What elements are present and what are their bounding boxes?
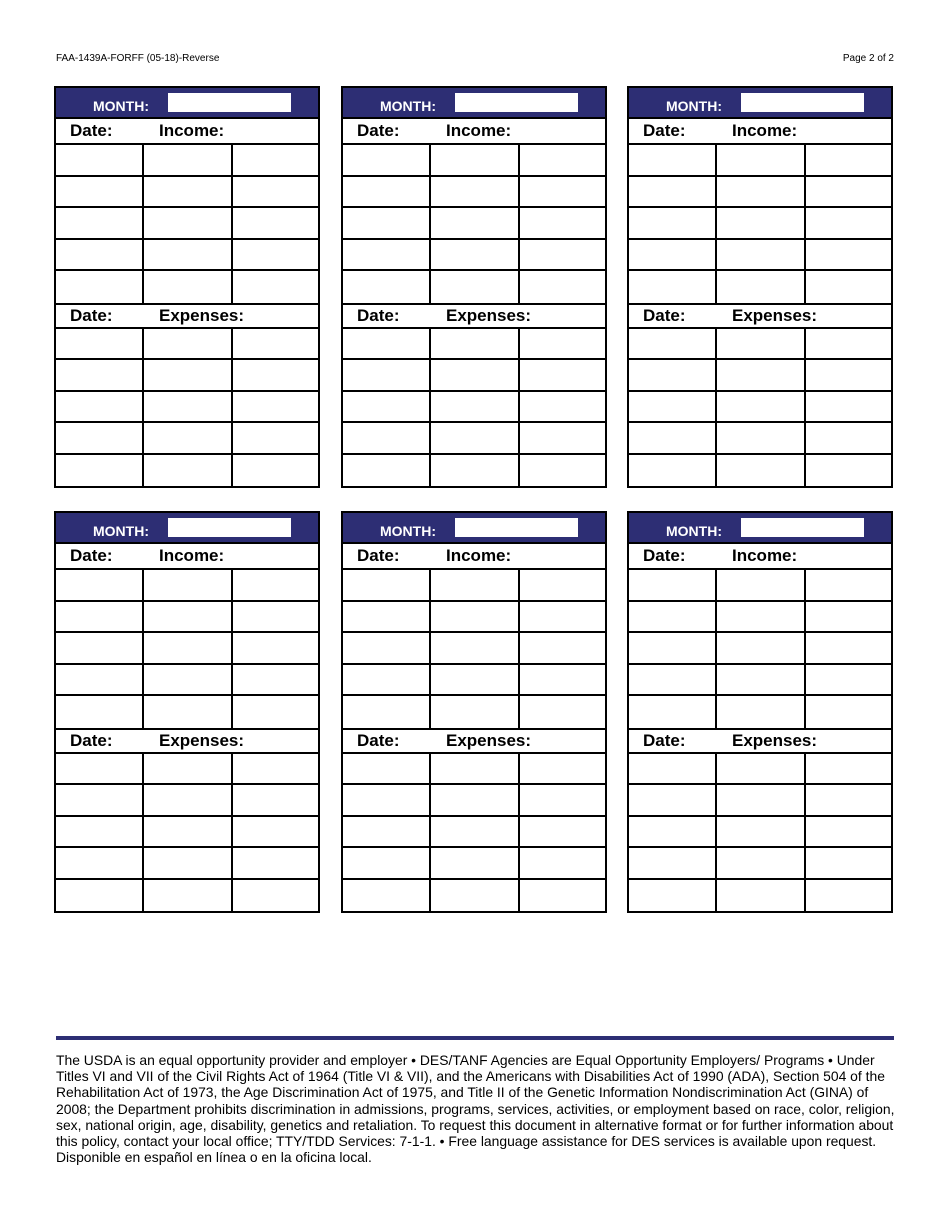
expense-cell[interactable] xyxy=(806,455,891,487)
expense-cell[interactable] xyxy=(56,754,144,786)
expense-cell[interactable] xyxy=(717,817,806,849)
expenses-date-label: Date: xyxy=(357,305,400,325)
income-label: Income: xyxy=(446,121,512,140)
income-grid xyxy=(56,570,318,728)
expense-cell[interactable] xyxy=(717,754,806,786)
expense-cell[interactable] xyxy=(806,848,891,880)
expense-cell[interactable] xyxy=(144,754,233,786)
income-date-label: Date: xyxy=(357,121,400,140)
income-cell[interactable] xyxy=(806,633,891,665)
expense-cell[interactable] xyxy=(144,880,233,912)
expense-cell[interactable] xyxy=(431,392,520,424)
income-cell[interactable] xyxy=(56,602,144,634)
income-header xyxy=(343,119,605,145)
expense-cell[interactable] xyxy=(56,455,144,487)
income-cell[interactable] xyxy=(144,177,233,209)
expense-cell[interactable] xyxy=(629,423,717,455)
income-cell[interactable] xyxy=(806,271,891,303)
expense-cell[interactable] xyxy=(520,455,605,487)
expense-cell[interactable] xyxy=(144,329,233,361)
income-cell[interactable] xyxy=(233,570,318,602)
expense-cell[interactable] xyxy=(56,785,144,817)
income-cell[interactable] xyxy=(431,145,520,177)
expense-cell[interactable] xyxy=(233,455,318,487)
expense-cell[interactable] xyxy=(806,754,891,786)
income-cell[interactable] xyxy=(343,633,431,665)
income-cell[interactable] xyxy=(431,665,520,697)
income-cell[interactable] xyxy=(233,696,318,728)
expense-cell[interactable] xyxy=(56,423,144,455)
expense-cell[interactable] xyxy=(717,785,806,817)
income-cell[interactable] xyxy=(343,696,431,728)
income-cell[interactable] xyxy=(629,208,717,240)
income-cell[interactable] xyxy=(629,145,717,177)
income-cell[interactable] xyxy=(520,208,605,240)
income-date-label: Date: xyxy=(357,546,400,565)
expense-cell[interactable] xyxy=(717,360,806,392)
expense-cell[interactable] xyxy=(233,817,318,849)
income-grid xyxy=(343,570,605,728)
income-cell[interactable] xyxy=(806,696,891,728)
expenses-date-label: Date: xyxy=(643,730,686,750)
month-log-block xyxy=(627,511,893,913)
expense-cell[interactable] xyxy=(233,754,318,786)
expense-cell[interactable] xyxy=(717,848,806,880)
income-cell[interactable] xyxy=(806,240,891,272)
income-label: Income: xyxy=(732,546,798,565)
income-cell[interactable] xyxy=(56,208,144,240)
income-grid xyxy=(56,145,318,303)
income-cell[interactable] xyxy=(717,208,806,240)
expense-cell[interactable] xyxy=(233,848,318,880)
income-cell[interactable] xyxy=(717,696,806,728)
income-cell[interactable] xyxy=(144,665,233,697)
month-input[interactable] xyxy=(455,518,578,537)
month-bar xyxy=(56,513,318,544)
expenses-grid xyxy=(343,754,605,912)
income-header xyxy=(56,544,318,570)
income-cell[interactable] xyxy=(520,696,605,728)
income-grid xyxy=(629,145,891,303)
month-log-block xyxy=(54,86,320,488)
expense-cell[interactable] xyxy=(431,360,520,392)
expense-cell[interactable] xyxy=(56,880,144,912)
expense-cell[interactable] xyxy=(56,817,144,849)
expenses-header xyxy=(343,303,605,329)
month-input[interactable] xyxy=(455,93,578,112)
income-cell[interactable] xyxy=(717,240,806,272)
expense-cell[interactable] xyxy=(144,360,233,392)
income-cell[interactable] xyxy=(343,177,431,209)
income-cell[interactable] xyxy=(520,177,605,209)
income-cell[interactable] xyxy=(806,145,891,177)
income-label: Income: xyxy=(446,546,512,565)
month-bar xyxy=(629,88,891,119)
expense-cell[interactable] xyxy=(520,754,605,786)
expense-cell[interactable] xyxy=(144,455,233,487)
income-cell[interactable] xyxy=(144,240,233,272)
income-cell[interactable] xyxy=(431,177,520,209)
expense-cell[interactable] xyxy=(343,329,431,361)
expense-cell[interactable] xyxy=(343,392,431,424)
income-cell[interactable] xyxy=(629,240,717,272)
expense-cell[interactable] xyxy=(717,423,806,455)
income-date-label: Date: xyxy=(70,121,113,140)
income-cell[interactable] xyxy=(629,602,717,634)
income-cell[interactable] xyxy=(520,665,605,697)
income-cell[interactable] xyxy=(233,602,318,634)
income-cell[interactable] xyxy=(233,271,318,303)
income-cell[interactable] xyxy=(806,665,891,697)
expense-cell[interactable] xyxy=(233,423,318,455)
expense-cell[interactable] xyxy=(629,785,717,817)
month-bar xyxy=(629,513,891,544)
income-cell[interactable] xyxy=(629,665,717,697)
expenses-header xyxy=(629,303,891,329)
income-cell[interactable] xyxy=(629,570,717,602)
expenses-label: Expenses: xyxy=(732,730,818,750)
income-cell[interactable] xyxy=(144,602,233,634)
income-cell[interactable] xyxy=(629,696,717,728)
month-label: MONTH: xyxy=(93,523,149,539)
income-label: Income: xyxy=(159,121,225,140)
expenses-date-label: Date: xyxy=(643,305,686,325)
expense-cell[interactable] xyxy=(144,817,233,849)
income-header xyxy=(343,544,605,570)
expenses-grid xyxy=(629,754,891,912)
expense-cell[interactable] xyxy=(806,329,891,361)
month-input[interactable] xyxy=(168,93,291,112)
expense-cell[interactable] xyxy=(806,785,891,817)
income-cell[interactable] xyxy=(431,271,520,303)
expense-cell[interactable] xyxy=(520,360,605,392)
month-bar xyxy=(343,88,605,119)
expense-cell[interactable] xyxy=(343,880,431,912)
month-input[interactable] xyxy=(168,518,291,537)
income-header xyxy=(629,544,891,570)
income-cell[interactable] xyxy=(717,177,806,209)
income-cell[interactable] xyxy=(431,570,520,602)
footer-divider xyxy=(56,1036,894,1040)
income-cell[interactable] xyxy=(343,271,431,303)
income-cell[interactable] xyxy=(629,177,717,209)
month-input[interactable] xyxy=(741,518,864,537)
expense-cell[interactable] xyxy=(343,754,431,786)
income-cell[interactable] xyxy=(717,602,806,634)
expense-cell[interactable] xyxy=(233,392,318,424)
month-log-block xyxy=(341,86,607,488)
month-log-block xyxy=(54,511,320,913)
expense-cell[interactable] xyxy=(629,360,717,392)
income-cell[interactable] xyxy=(144,633,233,665)
income-cell[interactable] xyxy=(717,665,806,697)
expense-cell[interactable] xyxy=(520,329,605,361)
expenses-date-label: Date: xyxy=(70,305,113,325)
expenses-date-label: Date: xyxy=(357,730,400,750)
income-cell[interactable] xyxy=(56,665,144,697)
expense-cell[interactable] xyxy=(431,785,520,817)
income-cell[interactable] xyxy=(629,271,717,303)
expenses-date-label: Date: xyxy=(70,730,113,750)
expense-cell[interactable] xyxy=(431,455,520,487)
expense-cell[interactable] xyxy=(56,392,144,424)
income-cell[interactable] xyxy=(233,177,318,209)
footer-notice: The USDA is an equal opportunity provider and employer • DES/TANF Agencies are Equal Opportunity Employers/ Programs • Under Titles VI and VII of the Civil Rights Act of 1964 (Title VI & VII), and the Americans with Disabilities Act of 1990 (ADA), Section 504 of the Rehabilitation Act of 1973, the Age Discrimination Act of 1975, and Title II of the Genetic Information Nondiscrimination Act (GINA) of 2008; the Department prohibits discrimination in admissions, programs, services, activities, or employment based on race, color, religion, sex, national origin, age, disability, genetics and retaliation. To request this document in alternative format or for further information about this policy, contact your local office; TTY/TDD Services: 7-1-1. • Free language assistance for DES services is available upon request. Disponible en español en línea o en la oficina local. xyxy=(56,1052,895,1166)
income-label: Income: xyxy=(159,546,225,565)
expense-cell[interactable] xyxy=(629,392,717,424)
income-cell[interactable] xyxy=(144,271,233,303)
income-grid xyxy=(343,145,605,303)
income-cell[interactable] xyxy=(717,570,806,602)
expense-cell[interactable] xyxy=(343,785,431,817)
expenses-label: Expenses: xyxy=(159,305,245,325)
income-cell[interactable] xyxy=(806,177,891,209)
expense-cell[interactable] xyxy=(717,455,806,487)
expense-cell[interactable] xyxy=(233,880,318,912)
income-cell[interactable] xyxy=(144,696,233,728)
income-grid xyxy=(629,570,891,728)
expense-cell[interactable] xyxy=(343,817,431,849)
expense-cell[interactable] xyxy=(520,423,605,455)
expense-cell[interactable] xyxy=(717,880,806,912)
income-cell[interactable] xyxy=(343,208,431,240)
income-label: Income: xyxy=(732,121,798,140)
income-cell[interactable] xyxy=(343,240,431,272)
expense-cell[interactable] xyxy=(56,329,144,361)
income-cell[interactable] xyxy=(233,208,318,240)
expenses-header xyxy=(343,728,605,754)
expense-cell[interactable] xyxy=(144,423,233,455)
expense-cell[interactable] xyxy=(233,329,318,361)
expenses-header xyxy=(56,303,318,329)
income-cell[interactable] xyxy=(56,240,144,272)
income-cell[interactable] xyxy=(431,240,520,272)
month-bar xyxy=(343,513,605,544)
expense-cell[interactable] xyxy=(520,785,605,817)
income-cell[interactable] xyxy=(343,145,431,177)
expenses-grid xyxy=(56,754,318,912)
expense-cell[interactable] xyxy=(520,880,605,912)
income-cell[interactable] xyxy=(520,145,605,177)
income-cell[interactable] xyxy=(56,696,144,728)
expense-cell[interactable] xyxy=(431,423,520,455)
income-date-label: Date: xyxy=(643,546,686,565)
expense-cell[interactable] xyxy=(343,455,431,487)
income-date-label: Date: xyxy=(643,121,686,140)
income-cell[interactable] xyxy=(806,602,891,634)
expense-cell[interactable] xyxy=(56,360,144,392)
month-log-block xyxy=(627,86,893,488)
income-cell[interactable] xyxy=(717,633,806,665)
income-cell[interactable] xyxy=(520,271,605,303)
income-cell[interactable] xyxy=(717,271,806,303)
income-cell[interactable] xyxy=(343,570,431,602)
expenses-grid xyxy=(629,329,891,487)
expenses-label: Expenses: xyxy=(446,305,532,325)
expenses-header xyxy=(629,728,891,754)
expenses-label: Expenses: xyxy=(446,730,532,750)
expense-cell[interactable] xyxy=(806,392,891,424)
expense-cell[interactable] xyxy=(629,329,717,361)
expense-cell[interactable] xyxy=(343,360,431,392)
income-cell[interactable] xyxy=(233,145,318,177)
expense-cell[interactable] xyxy=(431,329,520,361)
expense-cell[interactable] xyxy=(520,817,605,849)
income-cell[interactable] xyxy=(806,208,891,240)
income-cell[interactable] xyxy=(56,145,144,177)
income-cell[interactable] xyxy=(233,665,318,697)
expense-cell[interactable] xyxy=(806,423,891,455)
month-label: MONTH: xyxy=(93,98,149,114)
income-cell[interactable] xyxy=(431,633,520,665)
expense-cell[interactable] xyxy=(343,423,431,455)
income-header xyxy=(56,119,318,145)
expense-cell[interactable] xyxy=(629,848,717,880)
expense-cell[interactable] xyxy=(343,848,431,880)
expense-cell[interactable] xyxy=(233,785,318,817)
expense-cell[interactable] xyxy=(629,455,717,487)
income-cell[interactable] xyxy=(520,602,605,634)
expenses-grid xyxy=(56,329,318,487)
expenses-label: Expenses: xyxy=(159,730,245,750)
month-label: MONTH: xyxy=(380,523,436,539)
expense-cell[interactable] xyxy=(806,880,891,912)
expense-cell[interactable] xyxy=(431,848,520,880)
expense-cell[interactable] xyxy=(233,360,318,392)
expense-cell[interactable] xyxy=(806,360,891,392)
income-cell[interactable] xyxy=(56,271,144,303)
income-cell[interactable] xyxy=(144,570,233,602)
income-cell[interactable] xyxy=(806,570,891,602)
expenses-label: Expenses: xyxy=(732,305,818,325)
income-cell[interactable] xyxy=(431,696,520,728)
income-cell[interactable] xyxy=(56,177,144,209)
income-cell[interactable] xyxy=(520,240,605,272)
income-cell[interactable] xyxy=(343,665,431,697)
month-label: MONTH: xyxy=(380,98,436,114)
income-cell[interactable] xyxy=(431,208,520,240)
expense-cell[interactable] xyxy=(431,817,520,849)
expense-cell[interactable] xyxy=(629,817,717,849)
expense-cell[interactable] xyxy=(629,754,717,786)
income-cell[interactable] xyxy=(144,145,233,177)
income-cell[interactable] xyxy=(233,633,318,665)
month-label: MONTH: xyxy=(666,98,722,114)
month-log-block xyxy=(341,511,607,913)
expense-cell[interactable] xyxy=(629,880,717,912)
month-label: MONTH: xyxy=(666,523,722,539)
income-cell[interactable] xyxy=(431,602,520,634)
income-header xyxy=(629,119,891,145)
income-cell[interactable] xyxy=(233,240,318,272)
income-cell[interactable] xyxy=(717,145,806,177)
expense-cell[interactable] xyxy=(717,329,806,361)
income-cell[interactable] xyxy=(343,602,431,634)
page-number: Page 2 of 2 xyxy=(842,53,894,64)
income-cell[interactable] xyxy=(56,633,144,665)
expense-cell[interactable] xyxy=(431,754,520,786)
income-cell[interactable] xyxy=(520,570,605,602)
income-date-label: Date: xyxy=(70,546,113,565)
month-input[interactable] xyxy=(741,93,864,112)
income-cell[interactable] xyxy=(629,633,717,665)
expense-cell[interactable] xyxy=(520,392,605,424)
month-bar xyxy=(56,88,318,119)
expense-cell[interactable] xyxy=(144,848,233,880)
expenses-grid xyxy=(343,329,605,487)
expense-cell[interactable] xyxy=(717,392,806,424)
expense-cell[interactable] xyxy=(56,848,144,880)
income-cell[interactable] xyxy=(56,570,144,602)
expense-cell[interactable] xyxy=(520,848,605,880)
expense-cell[interactable] xyxy=(144,785,233,817)
expense-cell[interactable] xyxy=(144,392,233,424)
form-id: FAA-1439A-FORFF (05-18)-Reverse xyxy=(56,53,220,64)
expenses-header xyxy=(56,728,318,754)
expense-cell[interactable] xyxy=(806,817,891,849)
income-cell[interactable] xyxy=(144,208,233,240)
expense-cell[interactable] xyxy=(431,880,520,912)
income-cell[interactable] xyxy=(520,633,605,665)
